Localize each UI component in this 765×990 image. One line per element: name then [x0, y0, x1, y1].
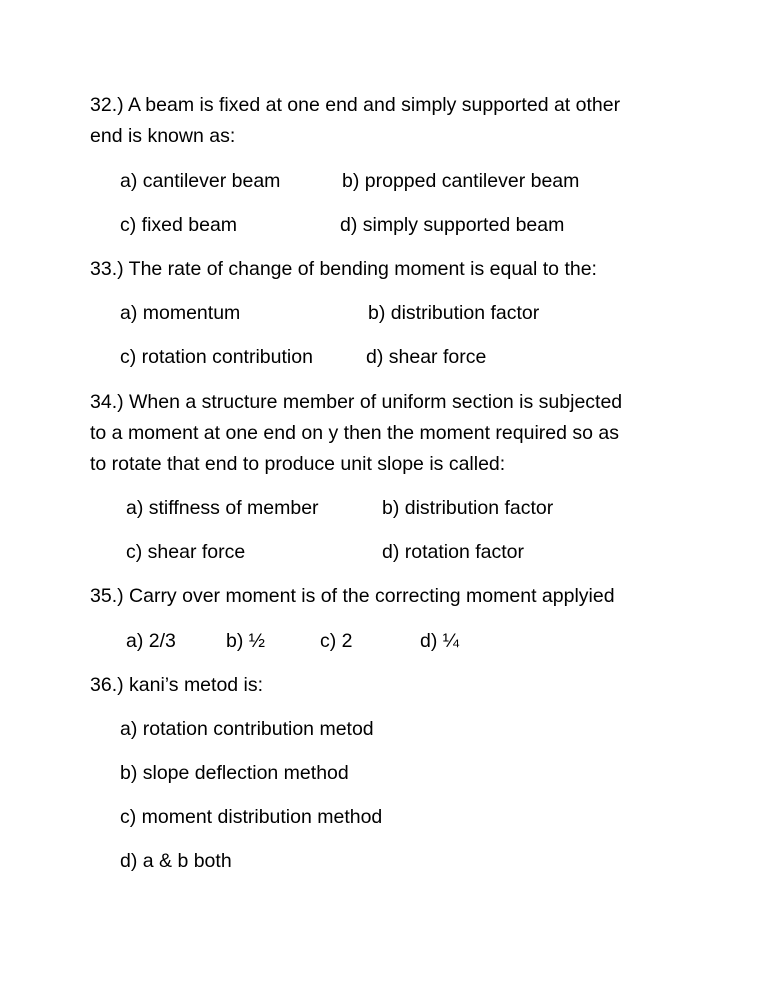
question-36-option-b: b) slope deflection method: [120, 762, 349, 784]
question-32-option-a: a) cantilever beam: [120, 170, 281, 192]
question-33-option-b: b) distribution factor: [368, 302, 540, 324]
question-34-option-a: a) stiffness of member: [126, 497, 319, 519]
question-32-option-d: d) simply supported beam: [340, 214, 565, 236]
question-36-option-c: c) moment distribution method: [120, 806, 383, 828]
question-35-stem-line-1: 35.) Carry over moment is of the correcting moment applyied: [90, 585, 615, 607]
question-36-option-d: d) a & b both: [120, 850, 232, 872]
question-35-option-c: c) 2: [320, 630, 353, 652]
question-33-option-c: c) rotation contribution: [120, 346, 313, 368]
question-34-stem-line-2: to a moment at one end on y then the moment required so as: [90, 422, 619, 444]
question-36-stem-line-1: 36.) kani’s metod is:: [90, 674, 264, 696]
question-36-option-a: a) rotation contribution metod: [120, 718, 374, 740]
question-34-option-c: c) shear force: [126, 541, 246, 563]
question-32-option-b: b) propped cantilever beam: [342, 170, 580, 192]
question-34-stem-line-1: 34.) When a structure member of uniform section is subjected: [90, 391, 623, 413]
question-32-stem-line-2: end is known as:: [90, 125, 236, 147]
question-33-option-d: d) shear force: [366, 346, 487, 368]
question-35-option-b: b) ½: [226, 630, 266, 652]
question-34-option-b: b) distribution factor: [382, 497, 554, 519]
question-32-stem-line-1: 32.) A beam is fixed at one end and simply supported at other: [90, 94, 621, 116]
question-32-option-c: c) fixed beam: [120, 214, 238, 236]
question-35-option-a: a) 2/3: [126, 630, 176, 652]
question-34-stem-line-3: to rotate that end to produce unit slope is called:: [90, 453, 506, 475]
question-33-stem-line-1: 33.) The rate of change of bending moment is equal to the:: [90, 258, 597, 280]
question-33-option-a: a) momentum: [120, 302, 241, 324]
question-35-option-d: d) ¼: [420, 630, 460, 652]
question-34-option-d: d) rotation factor: [382, 541, 524, 563]
